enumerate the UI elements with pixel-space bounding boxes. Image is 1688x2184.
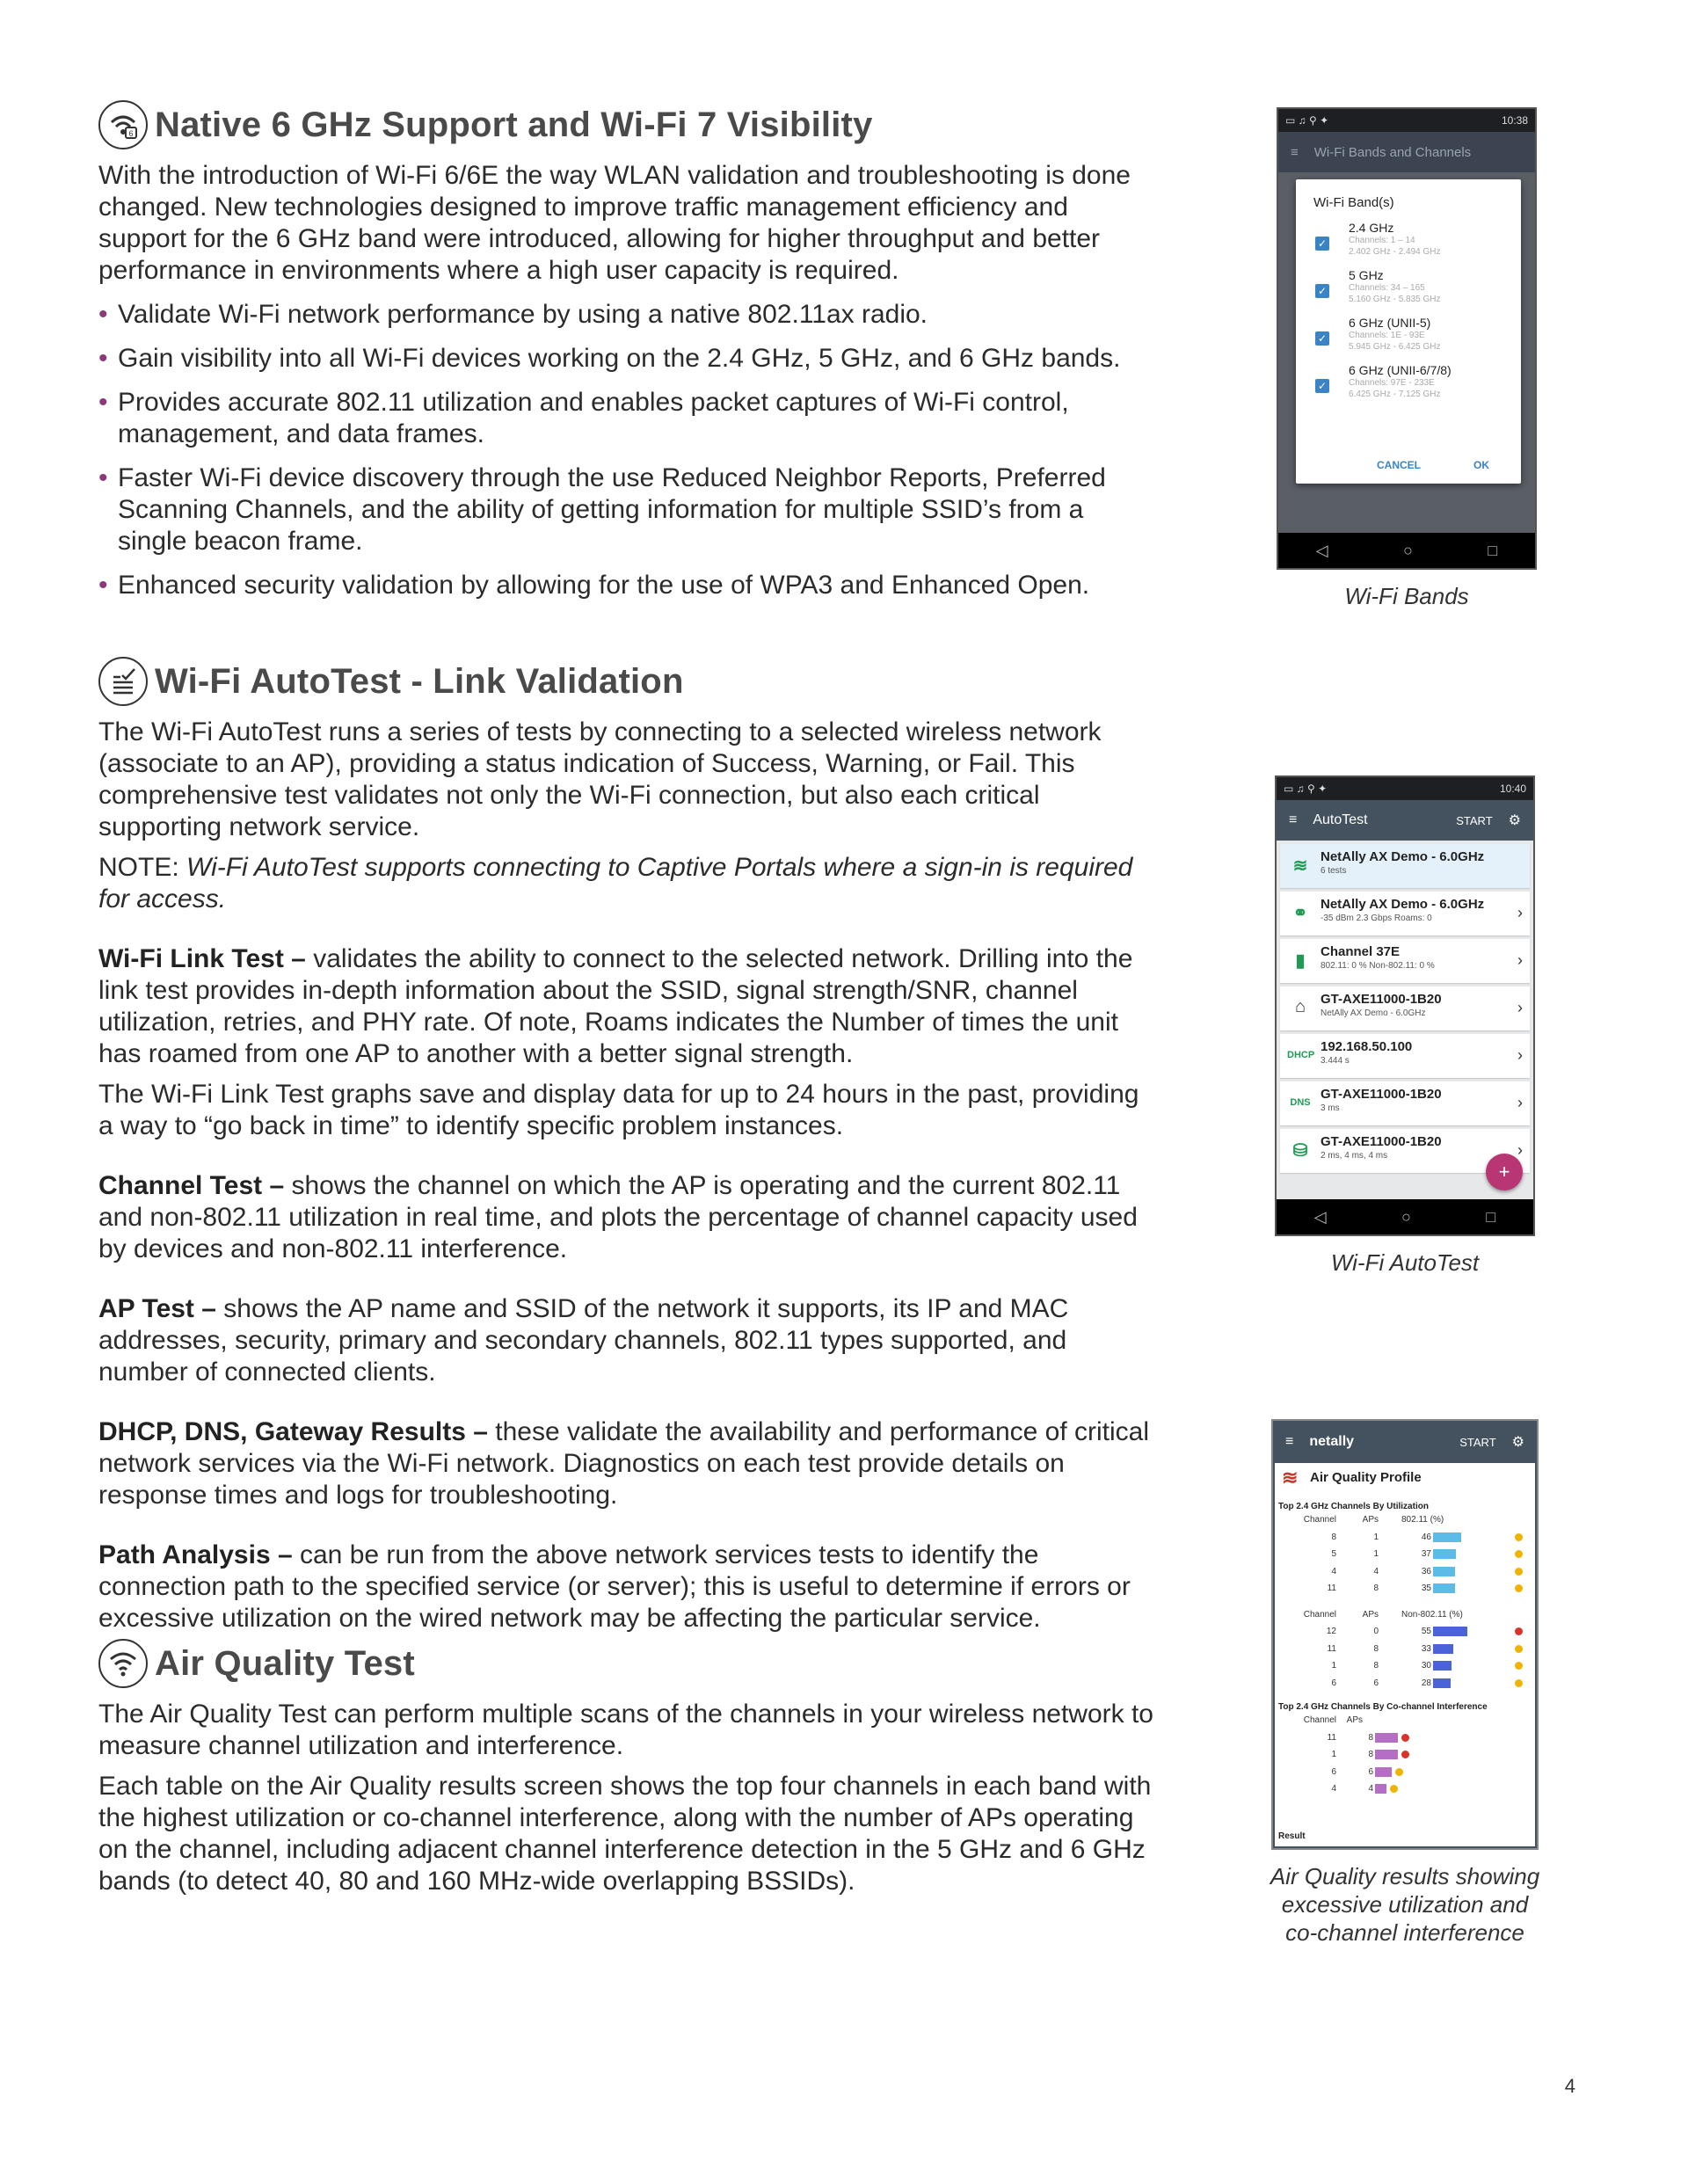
cell-value: 55 bbox=[1421, 1627, 1431, 1637]
bar-chart-icon: ▮ bbox=[1295, 951, 1306, 971]
cell-aps: 6 bbox=[1373, 1678, 1379, 1688]
band-name: 2.4 GHz bbox=[1349, 221, 1394, 235]
status-bar: ▭ ♫ ⚲ ✦ 10:40 bbox=[1277, 777, 1533, 800]
gear-icon[interactable]: ⚙ bbox=[1511, 1435, 1524, 1450]
card-title: GT-AXE11000-1B20 bbox=[1321, 1087, 1442, 1102]
co-channel-table bbox=[1275, 1729, 1535, 1798]
band-range: 6.425 GHz - 7.125 GHz bbox=[1349, 389, 1441, 399]
dhcp-icon: DHCP bbox=[1287, 1050, 1315, 1060]
status-dot-yellow bbox=[1515, 1568, 1523, 1576]
cell-value: 35 bbox=[1421, 1583, 1431, 1594]
caption: Wi-Fi Bands bbox=[1344, 583, 1469, 609]
panel-header bbox=[1275, 1463, 1535, 1495]
table-row bbox=[1275, 1580, 1535, 1598]
table-row bbox=[1275, 1746, 1535, 1764]
dhcp-paragraph bbox=[98, 1416, 1153, 1511]
result-label: Result bbox=[1278, 1831, 1306, 1841]
table-row bbox=[1275, 1657, 1535, 1675]
band-range: 5.945 GHz - 6.425 GHz bbox=[1349, 342, 1441, 352]
table-header bbox=[1275, 1606, 1535, 1624]
list-item: • Validate Wi-Fi network performance by using a native 802.11ax radio. bbox=[98, 299, 1153, 331]
cancel-button[interactable]: CANCEL bbox=[1377, 459, 1421, 471]
status-dot-yellow bbox=[1515, 1645, 1523, 1653]
channel-test-label: Channel Test – bbox=[98, 1171, 292, 1200]
status-dot-yellow bbox=[1515, 1550, 1523, 1558]
channel-test-paragraph bbox=[98, 1170, 1153, 1265]
table-row bbox=[1275, 1675, 1535, 1693]
list-item: • Gain visibility into all Wi-Fi devices working on the 2.4 GHz, 5 GHz, and 6 GHz bands. bbox=[98, 343, 1153, 375]
list-item[interactable] bbox=[1280, 1081, 1530, 1125]
table-row bbox=[1275, 1563, 1535, 1581]
chevron-right-icon: › bbox=[1517, 951, 1523, 969]
autotest-screenshot bbox=[1275, 775, 1535, 1236]
path-analysis-paragraph bbox=[98, 1540, 1153, 1634]
band-channels: Channels: 1E - 93E bbox=[1349, 331, 1425, 340]
path-analysis-text: can be run from the above network services tests to identify the connection path to the specified service (or server); this is useful to determine if errors or excessive utilization on the wired network may be affecting the particular service. bbox=[98, 1540, 1131, 1633]
list-item[interactable] bbox=[1280, 844, 1530, 888]
non-80211-table bbox=[1275, 1623, 1535, 1692]
card-title: NetAlly AX Demo - 6.0GHz bbox=[1321, 849, 1485, 864]
section-intro: The Air Quality Test can perform multiple scans of the channels in your wireless network to measure channel utilization and interference. bbox=[98, 1700, 1153, 1760]
caption-line: Air Quality results showing bbox=[1270, 1863, 1540, 1889]
band-name: 6 GHz (UNII-5) bbox=[1349, 316, 1431, 330]
channel-test-text: shows the channel on which the AP is operating and the current 802.11 and non-802.11 utilization in real time, and plots the percentage of channel capacity used by devices and non-802.11 interference. bbox=[98, 1171, 1138, 1263]
value-bar bbox=[1433, 1627, 1467, 1636]
link-test-label: Wi-Fi Link Test – bbox=[98, 944, 314, 973]
value-bar bbox=[1433, 1661, 1452, 1671]
gear-icon[interactable]: ⚙ bbox=[1508, 813, 1521, 828]
status-dot-red bbox=[1515, 1627, 1523, 1635]
svg-text:6: 6 bbox=[128, 129, 134, 138]
card-subtitle: NetAlly AX Demo - 6.0GHz bbox=[1321, 1008, 1426, 1018]
cell-channel: 12 bbox=[1326, 1627, 1336, 1637]
band-name: 6 GHz (UNII-6/7/8) bbox=[1349, 363, 1452, 377]
band-range: 2.402 GHz - 2.494 GHz bbox=[1349, 247, 1441, 257]
status-dot-yellow bbox=[1515, 1584, 1523, 1592]
link-test-history: The Wi-Fi Link Test graphs save and display data for up to 24 hours in the past, providing a way to “go back in time” to identify specific problem instances. bbox=[98, 1080, 1139, 1140]
caption: Wi-Fi AutoTest bbox=[1330, 1249, 1480, 1276]
cell-channel: 11 bbox=[1327, 1583, 1336, 1594]
ap-test-label: AP Test – bbox=[98, 1294, 224, 1323]
table-row bbox=[1275, 1729, 1535, 1747]
band-channels: Channels: 34 – 165 bbox=[1349, 283, 1425, 293]
utilization-table bbox=[1275, 1529, 1535, 1598]
band-option[interactable] bbox=[1296, 316, 1521, 353]
status-dot-red bbox=[1401, 1751, 1409, 1758]
wifi-icon: ≋ bbox=[1292, 856, 1308, 876]
status-dot-yellow bbox=[1515, 1679, 1523, 1687]
table-row bbox=[1275, 1641, 1535, 1658]
band-option[interactable] bbox=[1296, 363, 1521, 400]
cell-channel: 5 bbox=[1331, 1549, 1336, 1560]
checkbox-checked-icon[interactable]: ✓ bbox=[1315, 284, 1329, 298]
cell-value: 33 bbox=[1421, 1643, 1431, 1654]
cell-value: 6 bbox=[1368, 1766, 1373, 1777]
section-native-6ghz bbox=[98, 98, 1153, 614]
table-row bbox=[1275, 1623, 1535, 1641]
cell-value: 8 bbox=[1368, 1750, 1373, 1760]
chevron-right-icon: › bbox=[1517, 1141, 1523, 1159]
value-bar bbox=[1433, 1532, 1461, 1542]
chevron-right-icon: › bbox=[1517, 904, 1523, 921]
section-header bbox=[98, 1637, 1153, 1690]
page-number: 4 bbox=[1564, 2075, 1575, 2097]
list-item[interactable] bbox=[1280, 1034, 1530, 1078]
start-button[interactable]: START bbox=[1459, 1435, 1496, 1449]
table-title: Top 2.4 GHz Channels By Utilization bbox=[1278, 1502, 1429, 1511]
cell-value: 36 bbox=[1421, 1566, 1431, 1576]
cell-value: 28 bbox=[1421, 1678, 1431, 1688]
ap-test-paragraph bbox=[98, 1293, 1153, 1388]
value-bar bbox=[1375, 1733, 1398, 1743]
status-dot-red bbox=[1390, 1785, 1398, 1793]
table-row bbox=[1275, 1546, 1535, 1563]
back-icon[interactable]: ◁ bbox=[1315, 541, 1328, 559]
menu-icon[interactable]: ≡ bbox=[1285, 1434, 1294, 1449]
list-item[interactable] bbox=[1280, 892, 1530, 935]
table-header bbox=[1275, 1511, 1535, 1529]
card-title: GT-AXE11000-1B20 bbox=[1321, 992, 1442, 1007]
col-aps: APs bbox=[1362, 1609, 1379, 1620]
ap-test-text: shows the AP name and SSID of the network it supports, its IP and MAC addresses, security, primary and secondary channels, 802.11 types supported, and number of connected clients. bbox=[98, 1294, 1069, 1387]
checkbox-checked-icon[interactable]: ✓ bbox=[1315, 331, 1329, 346]
card-title: Channel 37E bbox=[1321, 944, 1401, 959]
wifi-6ghz-icon bbox=[98, 100, 148, 149]
menu-icon: ≡ bbox=[1291, 144, 1299, 160]
band-option[interactable] bbox=[1296, 221, 1521, 258]
col-channel: Channel bbox=[1303, 1609, 1336, 1620]
col-channel: Channel bbox=[1303, 1715, 1336, 1726]
autotest-icon bbox=[98, 657, 148, 706]
col-non-80211: Non-802.11 (%) bbox=[1401, 1609, 1463, 1620]
section-header bbox=[98, 655, 1153, 708]
status-bar: ▭ ♫ ⚲ ✦ 10:38 bbox=[1278, 109, 1535, 132]
section-title: Wi-Fi AutoTest - Link Validation bbox=[155, 661, 684, 701]
cell-channel: 1 bbox=[1331, 1750, 1336, 1760]
link-test-text: validates the ability to connect to the selected network. Drilling into the link test provides in-depth information about the SSID, signal strength/SNR, channel utilization, retries, and PHY rate. Of note, Roams indicates the Number of times the unit has roamed from one AP to another with a better signal strength. bbox=[98, 944, 1133, 1068]
cell-channel: 6 bbox=[1331, 1678, 1336, 1688]
cell-value: 46 bbox=[1421, 1532, 1431, 1542]
cell-value: 30 bbox=[1421, 1661, 1431, 1671]
card-subtitle: 6 tests bbox=[1321, 866, 1347, 876]
section-autotest bbox=[98, 655, 1153, 1634]
value-bar bbox=[1433, 1644, 1453, 1654]
table-row bbox=[1275, 1764, 1535, 1781]
card-subtitle: 802.11: 0 % Non-802.11: 0 % bbox=[1321, 961, 1435, 971]
home-icon[interactable]: ○ bbox=[1403, 541, 1413, 559]
note-text: Wi-Fi AutoTest supports connecting to Captive Portals where a sign-in is required for access. bbox=[98, 853, 1133, 914]
cell-aps: 0 bbox=[1373, 1627, 1379, 1637]
card-title: 192.168.50.100 bbox=[1321, 1039, 1413, 1054]
band-dialog bbox=[1296, 179, 1521, 484]
cell-channel: 1 bbox=[1331, 1661, 1336, 1671]
status-dot-yellow bbox=[1515, 1533, 1523, 1541]
cell-value: 4 bbox=[1368, 1784, 1373, 1795]
link-icon: ⚭ bbox=[1292, 904, 1308, 923]
cell-value: 8 bbox=[1368, 1732, 1373, 1743]
band-channels: Channels: 1 – 14 bbox=[1349, 236, 1415, 245]
nav-bar bbox=[1278, 533, 1535, 568]
table-header bbox=[1275, 1712, 1535, 1729]
app-bar bbox=[1273, 1421, 1537, 1463]
list-item[interactable] bbox=[1280, 986, 1530, 1030]
value-bar bbox=[1433, 1549, 1456, 1559]
start-button[interactable]: START bbox=[1456, 813, 1493, 827]
feature-list bbox=[98, 299, 1153, 601]
band-range: 5.160 GHz - 5.835 GHz bbox=[1349, 295, 1441, 304]
dhcp-text: these validate the availability and performance of critical network services via the Wi-Fi network. Diagnostics on each test provide details on response times and logs for troubleshooting. bbox=[98, 1417, 1150, 1510]
table-row bbox=[1275, 1529, 1535, 1547]
list-item: • Enhanced security validation by allowing for the use of WPA3 and Enhanced Open. bbox=[98, 570, 1153, 601]
chevron-right-icon: › bbox=[1517, 999, 1523, 1016]
list-item: • Provides accurate 802.11 utilization and enables packet captures of Wi-Fi control, management, and data frames. bbox=[98, 387, 1153, 450]
status-time: 10:40 bbox=[1499, 783, 1526, 795]
card-subtitle: 3 ms bbox=[1321, 1103, 1340, 1113]
test-list bbox=[1277, 841, 1533, 1199]
ok-button[interactable]: OK bbox=[1473, 459, 1489, 471]
value-bar bbox=[1433, 1583, 1455, 1593]
band-name: 5 GHz bbox=[1349, 268, 1384, 282]
router-icon: ⌂ bbox=[1294, 997, 1306, 1016]
recents-icon[interactable]: □ bbox=[1486, 1207, 1496, 1226]
wifi-bands-screenshot bbox=[1277, 107, 1537, 570]
dns-icon: DNS bbox=[1290, 1097, 1311, 1108]
card-subtitle: 3.444 s bbox=[1321, 1056, 1350, 1066]
cell-aps: 1 bbox=[1373, 1532, 1379, 1542]
home-icon[interactable]: ○ bbox=[1401, 1207, 1411, 1226]
chevron-right-icon: › bbox=[1517, 1094, 1523, 1111]
menu-icon[interactable]: ≡ bbox=[1289, 812, 1298, 827]
app-bar-title: AutoTest bbox=[1313, 812, 1368, 827]
dialog-title: Wi-Fi Band(s) bbox=[1313, 195, 1394, 210]
link-test-paragraph bbox=[98, 943, 1153, 1070]
value-bar bbox=[1375, 1750, 1398, 1759]
band-channels: Channels: 97E - 233E bbox=[1349, 378, 1435, 388]
section-intro: With the introduction of Wi-Fi 6/6E the way WLAN validation and troubleshooting is done changed. New technologies designed to improve traffic management efficiency and support for the 6 GHz band were introduced, allowing for higher throughput and better performance in environments where a high user capacity is required. bbox=[98, 161, 1131, 285]
col-aps: APs bbox=[1346, 1715, 1363, 1726]
cell-channel: 4 bbox=[1331, 1784, 1336, 1795]
table-row bbox=[1275, 1780, 1535, 1798]
panel-title: Air Quality Profile bbox=[1310, 1470, 1422, 1485]
status-time: 10:38 bbox=[1501, 114, 1528, 127]
checkbox-checked-icon[interactable]: ✓ bbox=[1315, 237, 1329, 251]
value-bar bbox=[1433, 1567, 1455, 1576]
value-bar bbox=[1375, 1784, 1386, 1794]
section-title: Air Quality Test bbox=[155, 1643, 415, 1683]
value-bar bbox=[1433, 1678, 1451, 1688]
wifi-warning-icon: ≋ bbox=[1282, 1467, 1299, 1489]
cell-channel: 11 bbox=[1327, 1643, 1336, 1654]
cell-aps: 8 bbox=[1373, 1661, 1379, 1671]
status-dot-red bbox=[1401, 1734, 1409, 1742]
caption bbox=[1257, 1862, 1553, 1947]
cell-aps: 4 bbox=[1373, 1566, 1379, 1576]
note bbox=[98, 852, 1153, 915]
band-option[interactable] bbox=[1296, 268, 1521, 305]
section-header bbox=[98, 98, 1153, 151]
status-dot-red bbox=[1395, 1768, 1403, 1776]
gateway-icon: ⛁ bbox=[1292, 1141, 1308, 1161]
table-title: Top 2.4 GHz Channels By Co-channel Interference bbox=[1278, 1702, 1488, 1712]
cell-aps: 8 bbox=[1373, 1583, 1379, 1594]
col-aps: APs bbox=[1362, 1515, 1379, 1525]
recents-icon[interactable]: □ bbox=[1488, 541, 1498, 559]
dhcp-label: DHCP, DNS, Gateway Results – bbox=[98, 1417, 496, 1446]
air-quality-screenshot bbox=[1271, 1419, 1539, 1850]
card-title: NetAlly AX Demo - 6.0GHz bbox=[1321, 897, 1485, 912]
col-channel: Channel bbox=[1303, 1515, 1336, 1525]
add-test-button[interactable]: + bbox=[1486, 1154, 1523, 1190]
wifi-air-quality-icon bbox=[98, 1639, 148, 1688]
app-bar bbox=[1277, 800, 1533, 841]
section-air-quality bbox=[98, 1637, 1153, 1897]
card-subtitle: -35 dBm 2.3 Gbps Roams: 0 bbox=[1321, 914, 1432, 923]
caption-line: co-channel interference bbox=[1285, 1919, 1524, 1946]
nav-bar bbox=[1277, 1199, 1533, 1234]
chevron-right-icon: › bbox=[1517, 1046, 1523, 1064]
brand-label: netally bbox=[1309, 1434, 1355, 1449]
section-title: Native 6 GHz Support and Wi-Fi 7 Visibility bbox=[155, 105, 873, 144]
back-icon[interactable]: ◁ bbox=[1313, 1207, 1327, 1226]
list-item[interactable] bbox=[1280, 939, 1530, 983]
section-body: Each table on the Air Quality results screen shows the top four channels in each band with the highest utilization or co-channel interference, along with the number of APs operating on the channel, including adjacent channel interference detection in the 5 GHz and 6 GHz bands (to detect 40, 80 and 160 MHz-wide overlapping BSSIDs). bbox=[98, 1772, 1152, 1896]
card-subtitle: 2 ms, 4 ms, 4 ms bbox=[1321, 1151, 1388, 1161]
caption-line: excessive utilization and bbox=[1281, 1891, 1529, 1918]
value-bar bbox=[1375, 1767, 1392, 1777]
note-label: NOTE: bbox=[98, 853, 187, 882]
air-quality-panel bbox=[1275, 1463, 1535, 1846]
cell-channel: 11 bbox=[1327, 1732, 1336, 1743]
app-bar bbox=[1278, 132, 1535, 172]
card-title: GT-AXE11000-1B20 bbox=[1321, 1134, 1442, 1149]
status-dot-yellow bbox=[1515, 1662, 1523, 1670]
path-analysis-label: Path Analysis – bbox=[98, 1540, 300, 1569]
app-bar-title: Wi-Fi Bands and Channels bbox=[1313, 144, 1472, 160]
cell-channel: 4 bbox=[1331, 1566, 1336, 1576]
section-intro: The Wi-Fi AutoTest runs a series of tests by connecting to a selected wireless network (associate to an AP), providing a status indication of Success, Warning, or Fail. This comprehensive test validates not only the Wi-Fi connection, but also each critical supporting network service. bbox=[98, 717, 1102, 841]
checkbox-checked-icon[interactable]: ✓ bbox=[1315, 379, 1329, 393]
cell-aps: 1 bbox=[1373, 1549, 1379, 1560]
list-item: • Faster Wi-Fi device discovery through the use Reduced Neighbor Reports, Preferred Scanning Channels, and the ability of getting information for multiple SSID’s from a single beacon frame. bbox=[98, 462, 1153, 557]
cell-aps: 8 bbox=[1373, 1643, 1379, 1654]
cell-channel: 8 bbox=[1331, 1532, 1336, 1542]
cell-channel: 6 bbox=[1331, 1766, 1336, 1777]
col-80211: 802.11 (%) bbox=[1401, 1515, 1444, 1525]
cell-value: 37 bbox=[1421, 1549, 1431, 1560]
